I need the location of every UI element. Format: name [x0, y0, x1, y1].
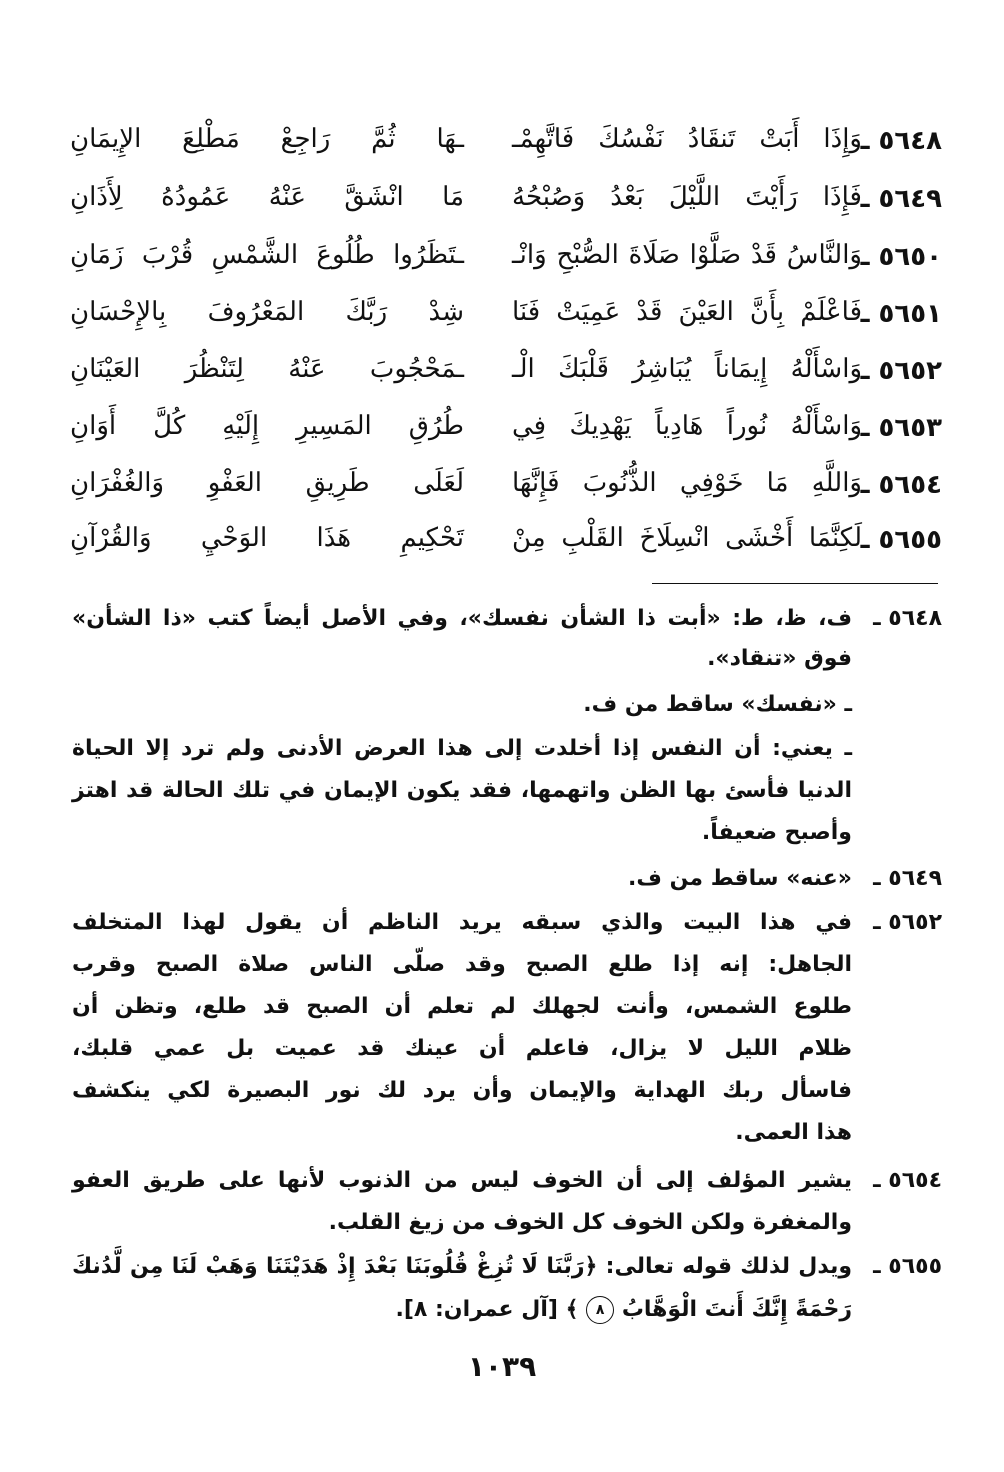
footnote-number: ٥٦٥٤ ـ: [873, 1168, 942, 1193]
footnote-line: «عنه» ساقط من ف.: [628, 866, 852, 891]
verse-number: ٥٦٥٠ ـ: [860, 242, 942, 272]
ayah-number-icon: ٨: [586, 1296, 614, 1324]
verse-row: [70, 176, 942, 228]
footnote-line: والمغفرة ولكن الخوف كل الخوف من زيغ القلب.: [328, 1210, 852, 1235]
footnote-line: وأصبح ضعيفاً.: [701, 820, 852, 845]
footnote: [72, 1168, 942, 1252]
verse-number: ٥٦٥٥ ـ: [860, 525, 942, 555]
verse-second-hemistich: تَحْكِيمِ هَذَا الوَحْيِ وَالقُرْآنِ: [70, 523, 464, 553]
footnote-line: فاسأل ربك الهداية والإيمان وأن يرد لك نور البصيرة لكي ينكشف: [72, 1078, 852, 1103]
verse-second-hemistich: لَعَلَى طَرِيقِ العَفْوِ وَالغُفْرَانِ: [70, 468, 464, 498]
footnote-line: ظلام الليل لا يزال، فاعلم أن عينك قد عميت بل عمي قلبك،: [72, 1036, 852, 1061]
verse-first-hemistich: وَالنَّاسُ قَدْ صَلَّوْا صَلَاةَ الصُّبْحِ وَانْـ: [512, 240, 862, 270]
verse-number: ٥٦٤٩ ـ: [860, 184, 942, 214]
verse-second-hemistich: طُرُقِ المَسِيرِ إِلَيْهِ كُلَّ أَوَانِ: [70, 411, 464, 441]
verse-first-hemistich: وَاسْأَلْهُ إِيمَاناً يُبَاشِرُ قَلْبَكَ الْـ: [512, 354, 862, 384]
verse-row: [70, 291, 942, 343]
verse-first-hemistich: وَاللَّهِ مَا خَوْفِي الذُّنُوبَ فَإِنَّهَا: [512, 468, 862, 498]
verse-number: ٥٦٤٨ ـ: [860, 126, 942, 156]
verse-row: [70, 517, 942, 569]
verse-row: [70, 348, 942, 400]
footnote-line: ف، ظ، ط: «أبت ذا الشأن نفسك»، وفي الأصل أيضاً كتب «ذا الشأن»: [72, 606, 852, 631]
verse-first-hemistich: فَإِذَا رَأَيْتَ اللَّيْلَ بَعْدُ وَصُبْحُهُ: [512, 182, 862, 212]
footnote-number: ٥٦٥٢ ـ: [873, 910, 942, 935]
verse-second-hemistich: ـمَحْجُوبَ عَنْهُ لِتَنْظُرَ العَيْنَانِ: [70, 354, 464, 384]
footnote-line: ـ يعني: أن النفس إذا أخلدت إلى هذا العرض الأدنى ولم ترد إلا الحياة: [72, 736, 852, 761]
footnote-line: ـ «نفسك» ساقط من ف.: [583, 692, 852, 717]
verse-row: [70, 234, 942, 286]
footnote: [72, 910, 942, 1160]
footnote-number: ٥٦٥٥ ـ: [873, 1254, 942, 1279]
footnote-line: في هذا البيت والذي سبقه يريد الناظم أن يقول لهذا المتخلف: [72, 910, 852, 935]
verse-number: ٥٦٥٢ ـ: [860, 356, 942, 386]
footnote-line: يشير المؤلف إلى أن الخوف ليس من الذنوب لأنها على طريق العفو: [72, 1168, 852, 1193]
quran-text: رَحْمَةً إِنَّكَ أَنتَ الْوَهَّابُ: [621, 1297, 852, 1322]
footnote-line: [395, 1296, 852, 1324]
verse-row: [70, 462, 942, 514]
quran-reference: ﴾ [آل عمران: ٨].: [395, 1297, 579, 1322]
footnote-line: هذا العمى.: [735, 1120, 852, 1145]
verse-second-hemistich: شِدْ رَبَّكَ المَعْرُوفَ بِالإِحْسَانِ: [70, 297, 464, 327]
footnote-line: طلوع الشمس، وأنت لجهلك لم تعلم أن الصبح قد طلع، وتظن أن: [72, 994, 852, 1019]
verse-first-hemistich: وَاسْأَلْهُ نُوراً هَادِياً يَهْدِيكَ فِي: [512, 411, 862, 441]
footnote-number: ٥٦٤٨ ـ: [873, 606, 942, 631]
footnote: [72, 606, 942, 876]
verse-second-hemistich: ـتَظَرُوا طُلُوعَ الشَّمْسِ قُرْبَ زَمَانِ: [70, 240, 464, 270]
verse-first-hemistich: لَكِنَّمَا أَخْشَى انْسِلَاخَ القَلْبِ مِنْ: [512, 523, 862, 553]
verse-number: ٥٦٥٣ ـ: [860, 413, 942, 443]
footnote-line: الجاهل: إنه إذا طلع الصبح وقد صلّى الناس صلاة الصبح وقرب: [72, 952, 852, 977]
verse-second-hemistich: ـهَا ثُمَّ رَاجِعْ مَطْلِعَ الإِيمَانِ: [70, 124, 464, 154]
footnote: [72, 1254, 942, 1344]
verse-row: [70, 118, 942, 170]
footnote-line: الدنيا فأسئ بها الظن واتهمها، فقد يكون الإيمان في تلك الحالة قد اهتز: [72, 778, 852, 803]
verse-number: ٥٦٥١ ـ: [860, 299, 942, 329]
verse-number: ٥٦٥٤ ـ: [860, 470, 942, 500]
page-number: ١٠٣٩: [467, 1350, 537, 1383]
verse-first-hemistich: فَاعْلَمْ بِأَنَّ العَيْنَ قَدْ عَمِيَتْ فَنَا: [512, 297, 862, 327]
footnote-line: فوق «تنقاد».: [707, 646, 852, 671]
footnote-separator: [652, 583, 938, 584]
verse-second-hemistich: مَا انْشَقَّ عَنْهُ عَمُودُهُ لِأَذَانِ: [70, 182, 464, 212]
footnote-line: ويدل لذلك قوله تعالى: ﴿رَبَّنَا لَا تُزِغْ قُلُوبَنَا بَعْدَ إِذْ هَدَيْتَنَا وَهَبْ لَنَا مِن لَّدُنكَ: [72, 1254, 852, 1279]
verse-first-hemistich: وَإِذَا أَبَتْ تَنقَادُ نَفْسُكَ فَاتَّهِمْـ: [512, 124, 862, 154]
footnote: [72, 866, 942, 906]
footnote-number: ٥٦٤٩ ـ: [873, 866, 942, 891]
verse-row: [70, 405, 942, 457]
